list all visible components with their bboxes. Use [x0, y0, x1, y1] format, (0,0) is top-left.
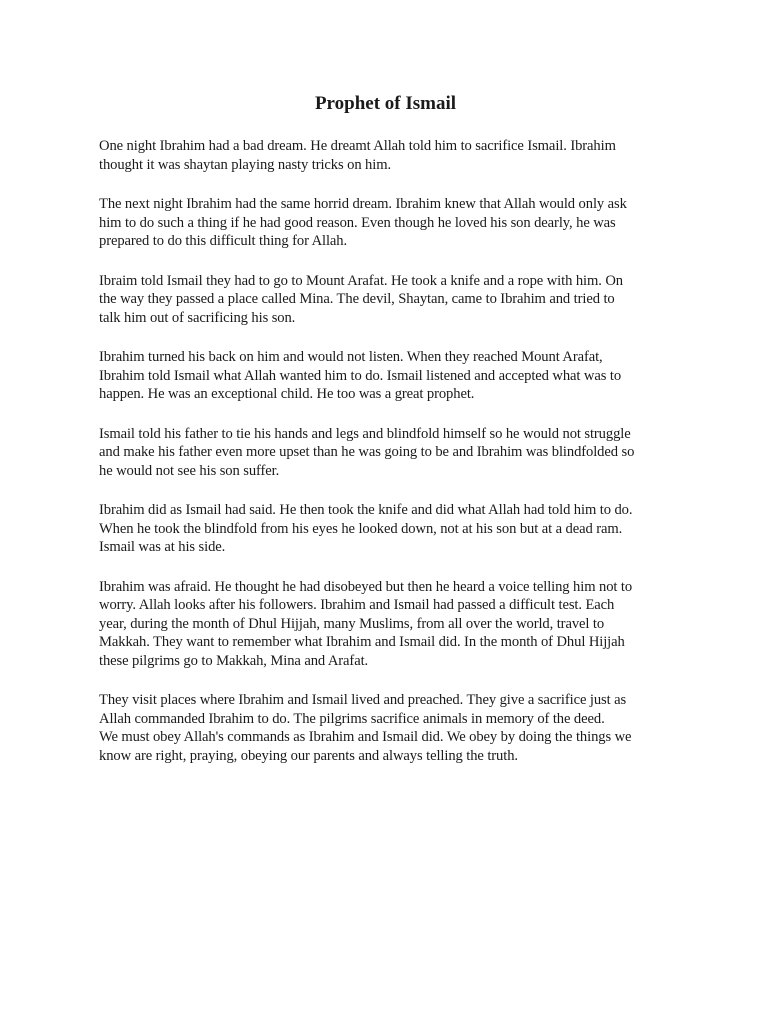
- paragraph-5: [99, 425, 680, 481]
- text-line: talk him out of sacrificing his son.: [99, 309, 296, 326]
- text-line: The next night Ibrahim had the same horrid dream. Ibrahim knew that Allah would only ask: [99, 196, 627, 212]
- page-title: Prophet of Ismail: [314, 93, 457, 114]
- paragraph-7: [99, 578, 680, 671]
- text-line: year, during the month of Dhul Hijjah, many Muslims, from all over the world, travel to: [99, 615, 605, 632]
- text-line: Allah commanded Ibrahim to do. The pilgrims sacrifice animals in memory of the deed.: [99, 710, 605, 727]
- paragraph-2: [99, 195, 680, 251]
- paragraph-3: [99, 272, 680, 328]
- text-line: Ibrahim turned his back on him and would not listen. When they reached Mount Arafat,: [99, 349, 603, 365]
- text-line: he would not see his son suffer.: [99, 462, 280, 479]
- text-line: Ibrahim was afraid. He thought he had disobeyed but then he heard a voice telling him not to: [99, 578, 633, 595]
- text-line: Ismail told his father to tie his hands and legs and blindfold himself so he would not struggle: [99, 425, 631, 442]
- text-line: thought it was shaytan playing nasty tricks on him.: [99, 156, 392, 173]
- paragraph-1: [99, 137, 680, 174]
- text-line: When he took the blindfold from his eyes he looked down, not at his son but at a dead ram.: [99, 520, 623, 537]
- text-line: and make his father even more upset than he was going to be and Ibrahim was blindfolded so: [99, 444, 635, 460]
- text-line: prepared to do this difficult thing for Allah.: [99, 233, 348, 249]
- paragraph-6: [99, 501, 680, 557]
- text-line: Ibraim told Ismail they had to go to Mount Arafat. He took a knife and a rope with him. On: [99, 272, 623, 289]
- text-line: Ismail was at his side.: [99, 539, 226, 555]
- text-line: They visit places where Ibrahim and Ismail lived and preached. They give a sacrifice just as: [99, 692, 627, 708]
- text-line: him to do such a thing if he had good reason. Even though he loved his son dearly, he was: [99, 214, 616, 231]
- text-line: know are right, praying, obeying our parents and always telling the truth.: [99, 747, 518, 764]
- text-line: We must obey Allah's commands as Ibrahim and Ismail did. We obey by doing the things we: [99, 729, 632, 745]
- text-line: One night Ibrahim had a bad dream. He dreamt Allah told him to sacrifice Ismail. Ibrahim: [99, 138, 616, 154]
- text-line: Makkah. They want to remember what Ibrahim and Ismail did. In the month of Dhul Hijjah: [99, 634, 625, 650]
- text-line: the way they passed a place called Mina. The devil, Shaytan, came to Ibrahim and tried to: [99, 291, 615, 307]
- paragraph-8: [99, 691, 680, 765]
- text-line: happen. He was an exceptional child. He too was a great prophet.: [99, 386, 475, 402]
- text-line: Ibrahim did as Ismail had said. He then took the knife and did what Allah had told him to do.: [99, 502, 633, 518]
- text-line: Ibrahim told Ismail what Allah wanted him to do. Ismail listened and accepted what was to: [99, 367, 622, 384]
- paragraph-4: [99, 348, 680, 404]
- text-line: worry. Allah looks after his followers. Ibrahim and Ismail had passed a difficult test. Each: [99, 597, 615, 613]
- text-line: these pilgrims go to Makkah, Mina and Arafat.: [99, 652, 369, 669]
